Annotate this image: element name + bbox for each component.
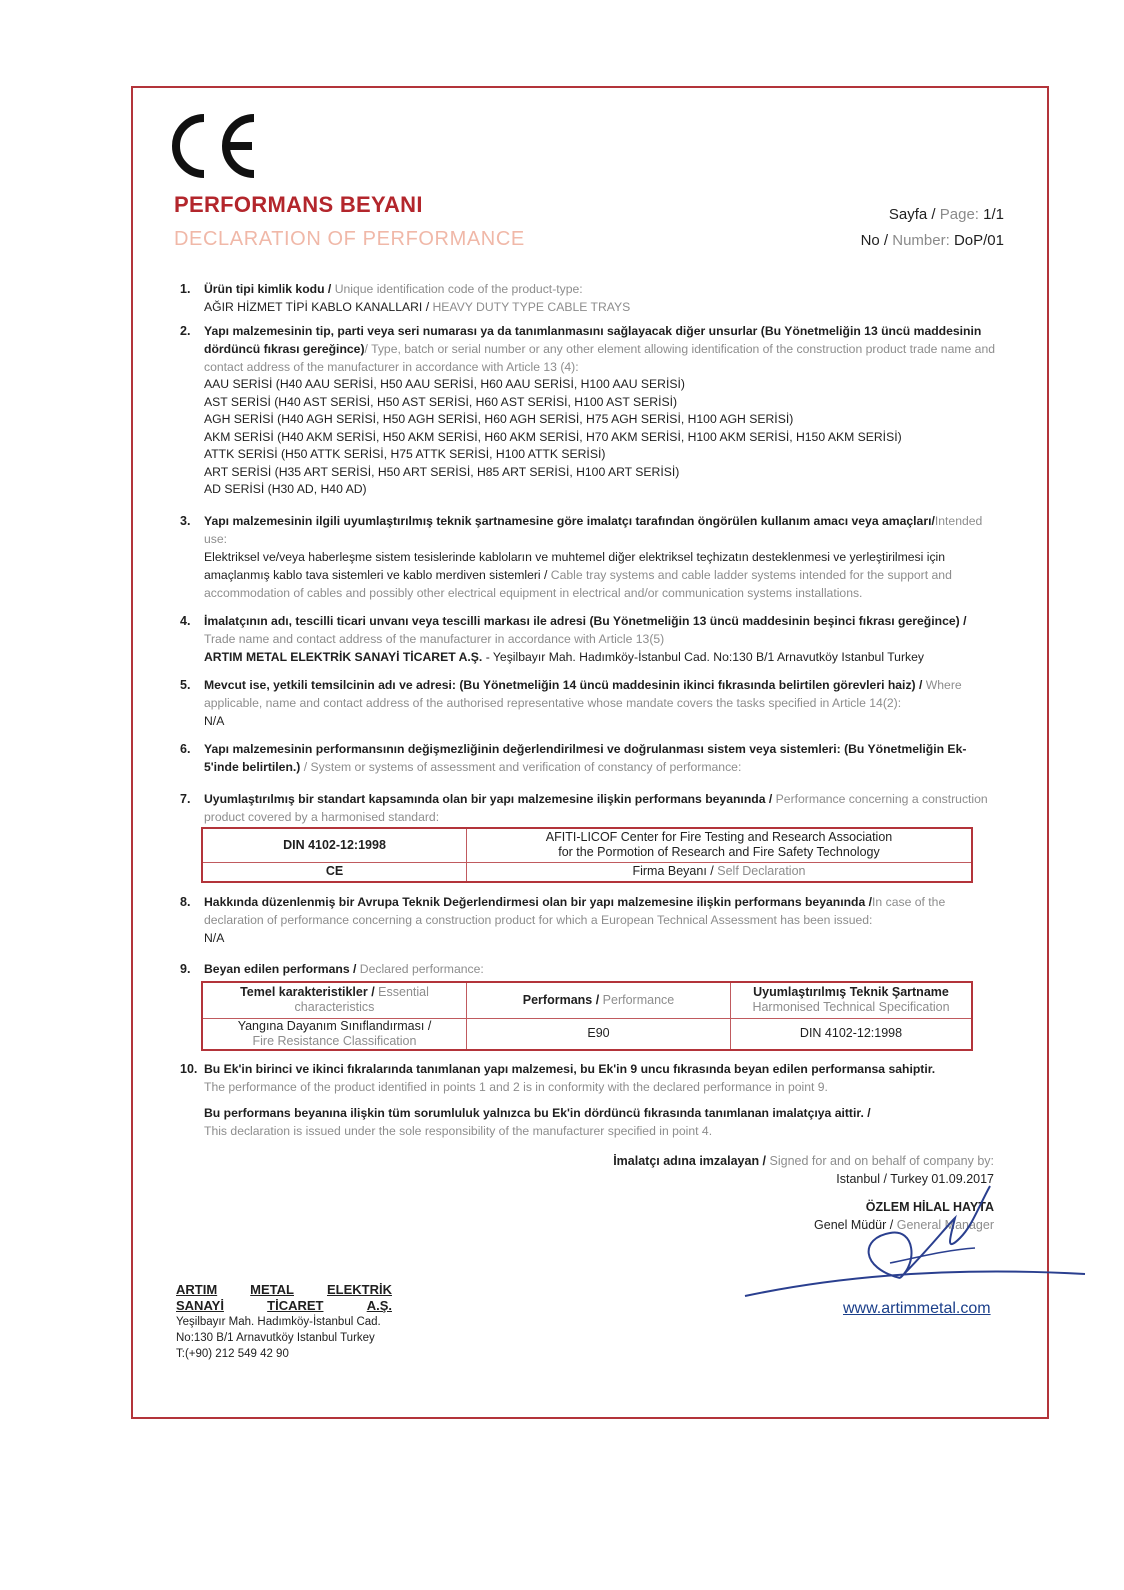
header-performance: Performans / Performance <box>467 982 731 1018</box>
series-item: ART SERİSİ (H35 ART SERİSİ, H50 ART SERİSİ, H85 ART SERİSİ, H100 ART SERİSİ) <box>204 464 680 479</box>
company-website-link[interactable]: www.artimmetal.com <box>843 1300 991 1317</box>
series-item: ATTK SERİSİ (H50 ATTK SERİSİ, H75 ATTK SERİSİ, H100 ATTK SERİSİ) <box>204 447 606 461</box>
section-10: 10. Bu Ek'in birinci ve ikinci fıkralarında tanımlanan yapı malzemesi, bu Ek'in 9 uncu fıkrasında beyan edilen performansa sahiptir. The performance of the product identified in points 1 and 2 is in conformity with the declared performance in point 9. Bu performans beyanına ilişkin tüm sorumluluk yalnızca bu Ek'in dördüncü fıkrasında tanımlanan imalatçıya aittir. / This declaration is issued under the sole responsibility of the manufacturer specified in point 4. <box>180 1062 936 1138</box>
header-harmonised-spec: Uyumlaştırılmış Teknik Şartname Harmonised Technical Specification <box>731 982 973 1018</box>
page-number-line: Sayfa / Page: 1/1 <box>888 206 1004 223</box>
section-4: 4. İmalatçının adı, tescilli ticari unvanı veya tescilli markası ile adresi (Bu Yönetmeliğin 13 üncü maddesinin beşinci fıkrası gereğince) / Trade name and contact address of the manufacturer in accordance with Article 13(5) ARTIM METAL ELEKTRİK SANAYİ TİCARET A.Ş. - Yeşilbayır Mah. Hadımköy-İstanbul Cad. No:130 B/1 Arnavutköy Istanbul Turkey <box>180 614 967 664</box>
row-spec: DIN 4102-12:1998 <box>731 1018 973 1050</box>
section-7: 7. Uyumlaştırılmış bir standart kapsamında olan bir yapı malzemesine ilişkin performans beyanında / Performance concerning a construction product covered by a harmonised standard: <box>180 792 988 824</box>
series-item: AKM SERİSİ (H40 AKM SERİSİ, H50 AKM SERİSİ, H60 AKM SERİSİ, H70 AKM SERİSİ, H100 AKM SERİSİ, H150 AKM SERİSİ) <box>204 429 902 444</box>
declaration-type-cell: Firma Beyanı / Self Declaration <box>467 862 973 882</box>
section-6: 6. Yapı malzemesinin performansının değişmezliğinin değerlendirilmesi ve doğrulanması sistem veya sistemleri: (Bu Yönetmeliğin Ek-5'inde belirtilen.) / System or systems of assessment and verification of constancy of performance: <box>180 742 967 774</box>
series-item: AAU SERİSİ (H40 AAU SERİSİ, H50 AAU SERİSİ, H60 AAU SERİSİ, H100 AAU SERİSİ) <box>204 377 685 391</box>
row-performance: E90 <box>467 1018 731 1050</box>
signature-block: İmalatçı adına imzalayan / Signed for and on behalf of company by: Istanbul / Turkey 01.09.2017 ÖZLEM HİLAL HAYTA Genel Müdür / General Manager <box>613 1154 994 1232</box>
doc-title: PERFORMANS BEYANI <box>174 192 423 217</box>
ce-mark-logo <box>160 112 260 180</box>
harmonised-standard-table <box>201 827 973 883</box>
series-item: AD SERİSİ (H30 AD, H40 AD) <box>204 482 367 496</box>
series-item: AST SERİSİ (H40 AST SERİSİ, H50 AST SERİSİ, H60 AST SERİSİ, H100 AST SERİSİ) <box>204 394 678 409</box>
section-3: 3. Yapı malzemesinin ilgili uyumlaştırılmış teknik şartnamesine göre imalatçı tarafından öngörülen kullanım amacı veya amaçları/Intended use: Elektriksel ve/veya haberleşme sistem tesislerinde kabloların ve muhtemel diğer elektriksel teçhizatın desteklenmesi ve yerleştirilmesi için amaçlanmış kablo tava sistemleri ve kablo merdiven sistemleri / Cable tray systems and cable ladder systems intended for the support and accommodation of cables and possibly other electrical equipment in electrical and/or communication systems installations. <box>180 514 983 600</box>
footer-company: ARTIM METAL ELEKTRİK SANAYİ TİCARET A.Ş. Yeşilbayır Mah. Hadımköy-İstanbul Cad. No:130 B/1 Arnavutköy Istanbul Turkey T:(+90) 212 549 42 90 <box>176 1282 392 1360</box>
series-item: AGH SERİSİ (H40 AGH SERİSİ, H50 AGH SERİSİ, H60 AGH SERİSİ, H75 AGH SERİSİ, H100 AGH SERİSİ) <box>204 412 794 426</box>
doc-subtitle: DECLARATION OF PERFORMANCE <box>174 228 525 250</box>
declared-performance-table <box>201 981 973 1051</box>
section-1: 1. Ürün tipi kimlik kodu / Unique identification code of the product-type: AĞIR HİZMET TİPİ KABLO KANALLARI / HEAVY DUTY TYPE CABLE TRAYS <box>180 282 631 314</box>
notified-body-cell: AFITI-LICOF Center for Fire Testing and Research Association for the Pormotion of Research and Fire Safety Technology <box>467 828 973 862</box>
header-essential-characteristics: Temel karakteristikler / Essential characteristics <box>202 982 467 1018</box>
standard-cell: DIN 4102-12:1998 <box>202 828 467 862</box>
section-8: 8. Hakkında düzenlenmiş bir Avrupa Teknik Değerlendirmesi olan bir yapı malzemesine ilişkin performans beyanında /In case of the declaration of performance concerning a construction product for which a European Technical Assessment has been issued: N/A <box>180 895 946 945</box>
manufacturer-name: ARTIM METAL ELEKTRİK SANAYİ TİCARET A.Ş. <box>204 650 483 664</box>
doc-number-line: No / Number: DoP/01 <box>860 232 1004 249</box>
signatory-name: ÖZLEM HİLAL HAYTA <box>865 1200 994 1214</box>
section-2: 2. Yapı malzemesinin tip, parti veya seri numarası ya da tanımlanmasını sağlayacak diğer unsurlar (Bu Yönetmeliğin 13 üncü maddesinin dördüncü fıkrası gereğince)/ Type, batch or serial number or any other element allowing identification of the construction product trade name and contact address of the manufacturer in accordance with Article 13 (4): AAU SERİSİ (H40 AAU SERİSİ, H50 AAU SERİSİ, H60 AAU SERİSİ, H100 AAU SERİSİ) AST SERİSİ (H40 AST SERİSİ, H50 AST SERİSİ, H60 AST SERİSİ, H100 AST SERİSİ) AGH SERİSİ (H40 AGH SERİSİ, H50 AGH SERİSİ, H60 AGH SERİSİ, H75 AGH SERİSİ, H100 AGH SERİSİ) AKM SERİSİ (H40 AKM SERİSİ, H50 AKM SERİSİ, H60 AKM SERİSİ, H70 AKM SERİSİ, H100 AKM SERİSİ, H150 AKM SERİSİ) ATTK SERİSİ (H50 ATTK SERİSİ, H75 ATTK SERİSİ, H100 ATTK SERİSİ) ART SERİSİ (H35 ART SERİSİ, H50 ART SERİSİ, H85 ART SERİSİ, H100 ART SERİSİ) AD SERİSİ (H30 AD, H40 AD) <box>180 322 1000 499</box>
section-5: 5. Mevcut ise, yetkili temsilcinin adı ve adresi: (Bu Yönetmeliğin 14 üncü maddesinin ikinci fıkrasında belirtilen görevleri haiz) / Where applicable, name and contact address of the authorised representative whose mandate covers the tasks specified in Article 14(2): N/A <box>180 678 962 728</box>
section-9: 9. Beyan edilen performans / Declared performance: <box>180 962 484 976</box>
row-characteristic: Yangına Dayanım Sınıflandırması / Fire Resistance Classification <box>202 1018 467 1050</box>
series-list <box>204 376 1000 499</box>
manufacturer-address: - Yeşilbayır Mah. Hadımköy-İstanbul Cad. No:130 B/1 Arnavutköy Istanbul Turkey <box>485 650 924 664</box>
page-info <box>861 202 1004 254</box>
mark-cell: CE <box>202 862 467 882</box>
